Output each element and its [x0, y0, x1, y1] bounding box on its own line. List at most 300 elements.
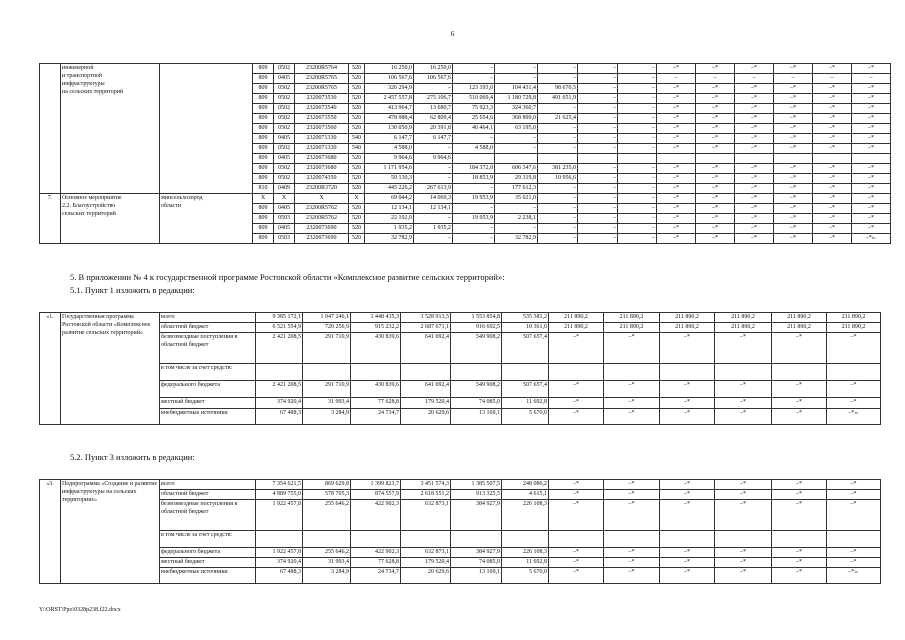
value-cell: –*	[813, 64, 852, 74]
value-cell: 211 890,2	[660, 313, 715, 323]
value-cell: 9 385 172,1	[256, 313, 303, 323]
value-cell: 24 734,7	[351, 409, 401, 425]
value-cell: –*	[852, 64, 891, 74]
value-cell: 184 372,0	[453, 164, 495, 174]
value-cell: –	[618, 174, 657, 184]
value-cell: –*	[813, 234, 852, 244]
value-cell	[578, 154, 618, 164]
value-cell: 6 147,7	[414, 134, 453, 144]
value-cell: –*	[604, 381, 660, 398]
value-cell: –*	[657, 214, 696, 224]
value-cell: –*	[852, 84, 891, 94]
value-cell: 384 927,9	[451, 548, 502, 558]
value-cell: 1 922 457,8	[256, 500, 303, 531]
value-cell: –*	[827, 558, 881, 568]
value-cell: –*	[774, 104, 813, 114]
value-cell: –	[538, 214, 578, 224]
value-cell: 3 284,9	[303, 409, 351, 425]
activity-name-line: инфраструктуры	[62, 81, 105, 87]
value-cell: 2 421 208,5	[256, 333, 303, 364]
value-cell	[256, 531, 303, 548]
code-cell: 0502	[274, 94, 295, 104]
value-cell: –	[618, 104, 657, 114]
value-cell: –	[578, 234, 618, 244]
value-cell: –	[578, 174, 618, 184]
value-cell: –*	[696, 144, 735, 154]
value-cell: 507 657,4	[502, 333, 549, 364]
value-cell: –*	[549, 500, 604, 531]
value-cell: –	[453, 134, 495, 144]
value-cell: –*	[852, 94, 891, 104]
value-cell: –*	[852, 194, 891, 204]
value-cell: 4 615,1	[502, 490, 549, 500]
value-cell: 20 629,6	[401, 409, 451, 425]
value-cell	[827, 531, 881, 548]
value-cell: –*	[660, 398, 715, 409]
value-cell: 720 256,9	[303, 323, 351, 333]
code-cell: 520	[349, 94, 365, 104]
value-cell: –	[538, 234, 578, 244]
value-cell	[351, 364, 401, 381]
table-row	[40, 381, 905, 398]
value-cell: –*	[774, 224, 813, 234]
value-cell: 2 687 671,1	[401, 323, 451, 333]
value-cell	[502, 364, 549, 381]
value-cell: 1 171 954,6	[365, 164, 414, 174]
value-cell: –*	[604, 558, 660, 568]
value-cell: 24 734,7	[351, 568, 401, 584]
value-cell: –	[578, 104, 618, 114]
value-cell: 3 528 913,5	[401, 313, 451, 323]
value-cell: 3 284,9	[303, 568, 351, 584]
value-cell: 226 108,3	[502, 548, 549, 558]
value-cell	[696, 154, 735, 164]
value-cell: –*	[657, 144, 696, 154]
value-cell	[715, 364, 772, 381]
code-cell: 2320073550	[295, 114, 349, 124]
value-cell: –*	[852, 204, 891, 214]
value-cell: 179 520,4	[401, 398, 451, 409]
funding-source-label: безвозмездные поступления в областной бюджет	[160, 500, 256, 531]
code-cell: 809	[253, 214, 274, 224]
value-cell: –	[538, 184, 578, 194]
value-cell: 510 069,4	[453, 94, 495, 104]
value-cell: –	[618, 84, 657, 94]
value-cell: –*	[660, 409, 715, 425]
funding-source-label: внебюджетные источники	[160, 568, 256, 584]
value-cell: –*	[657, 194, 696, 204]
value-cell: –*	[827, 480, 881, 490]
value-cell: 104 431,4	[495, 84, 538, 94]
value-cell: –*	[774, 84, 813, 94]
value-cell: –	[414, 164, 453, 174]
code-cell: 520	[349, 154, 365, 164]
value-cell: 211 890,2	[715, 313, 772, 323]
value-cell: 211 890,2	[549, 313, 604, 323]
value-cell: –	[495, 74, 538, 84]
value-cell: –*	[549, 558, 604, 568]
value-cell: –*	[852, 124, 891, 134]
value-cell	[453, 154, 495, 164]
value-cell: –*	[657, 224, 696, 234]
value-cell: –	[735, 74, 774, 84]
value-cell	[813, 154, 852, 164]
code-cell: 809	[253, 64, 274, 74]
code-cell: 0405	[274, 224, 295, 234]
value-cell: –	[495, 64, 538, 74]
code-cell: 0502	[274, 124, 295, 134]
value-cell: –*	[604, 480, 660, 490]
code-cell: 0502	[274, 114, 295, 124]
value-cell: –*	[715, 398, 772, 409]
value-cell: –*	[772, 398, 827, 409]
value-cell: 21 625,4	[538, 114, 578, 124]
code-cell: 809	[253, 204, 274, 214]
value-cell: –*	[813, 204, 852, 214]
value-cell: –*	[735, 224, 774, 234]
value-cell: 1 448 435,3	[351, 313, 401, 323]
value-cell: –*	[715, 333, 772, 364]
code-cell: 2320074350	[295, 174, 349, 184]
code-cell: 520	[349, 234, 365, 244]
value-cell: –*	[549, 333, 604, 364]
value-cell: –	[618, 64, 657, 74]
value-cell: 211 890,2	[827, 323, 881, 333]
funding-source-label: внебюджетные источники	[160, 409, 256, 425]
value-cell: 632 873,1	[401, 548, 451, 558]
activity-name-line: Основное мероприятие	[62, 195, 122, 201]
value-cell: 4 989 755,0	[256, 490, 303, 500]
value-cell	[401, 364, 451, 381]
value-cell: 77 628,8	[351, 558, 401, 568]
value-cell: –*	[772, 381, 827, 398]
paragraph-5-2: 5.2. Пункт 3 изложить в редакции:	[70, 452, 195, 462]
value-cell: –*	[735, 194, 774, 204]
value-cell	[715, 531, 772, 548]
value-cell: –	[414, 84, 453, 94]
value-cell: –*	[852, 224, 891, 234]
code-cell: 0405	[274, 134, 295, 144]
code-cell: 809	[253, 84, 274, 94]
value-cell: –*	[549, 409, 604, 425]
value-cell: –	[618, 134, 657, 144]
value-cell: 31 993,4	[303, 558, 351, 568]
code-cell: 2320071330	[295, 144, 349, 154]
value-cell: –	[618, 194, 657, 204]
code-cell: 520	[349, 84, 365, 94]
value-cell: –	[538, 64, 578, 74]
value-cell: –*	[696, 124, 735, 134]
value-cell: –*	[827, 548, 881, 558]
value-cell: –*	[827, 500, 881, 531]
value-cell: –*	[715, 490, 772, 500]
value-cell: –*	[549, 490, 604, 500]
value-cell: –*	[696, 64, 735, 74]
value-cell: –	[538, 74, 578, 84]
value-cell: –*	[774, 124, 813, 134]
value-cell: 69 044,2	[365, 194, 414, 204]
funding-source-label: всего	[160, 313, 256, 323]
table-row	[40, 568, 905, 584]
value-cell: –*	[604, 548, 660, 558]
value-cell	[604, 531, 660, 548]
value-cell: 368 899,0	[495, 114, 538, 124]
value-cell: –*	[813, 84, 852, 94]
code-cell: 0502	[274, 144, 295, 154]
value-cell: –	[618, 204, 657, 214]
value-cell: –*	[774, 204, 813, 214]
value-cell: –*	[827, 333, 881, 364]
value-cell: 384 927,9	[451, 500, 502, 531]
value-cell: –*	[774, 144, 813, 154]
value-cell: –*	[696, 224, 735, 234]
value-cell: –*	[657, 124, 696, 134]
value-cell: 248 086,2	[502, 480, 549, 490]
value-cell: –	[618, 74, 657, 84]
value-cell: 211 890,2	[549, 323, 604, 333]
value-cell	[827, 364, 881, 381]
code-cell: X	[274, 194, 295, 204]
code-cell: 520	[349, 64, 365, 74]
value-cell: –	[852, 74, 891, 84]
value-cell: –*	[772, 568, 827, 584]
code-cell: 520	[349, 214, 365, 224]
code-cell: 0502	[274, 164, 295, 174]
value-cell: –*	[774, 194, 813, 204]
value-cell: 211 890,2	[772, 313, 827, 323]
value-cell: 374 920,4	[256, 398, 303, 409]
activity-name-line: инженерной	[62, 65, 94, 71]
value-cell: –*	[774, 174, 813, 184]
value-cell: 535 381,2	[502, 313, 549, 323]
budget-table-continued	[39, 63, 891, 244]
value-cell: –*	[604, 333, 660, 364]
table-row	[40, 194, 891, 204]
value-cell: 12 134,1	[414, 204, 453, 214]
value-cell: –*	[813, 134, 852, 144]
value-cell: –*	[735, 144, 774, 154]
value-cell: 430 839,6	[351, 333, 401, 364]
code-cell: 520	[349, 224, 365, 234]
paragraph-5: 5. В приложении № 4 к государственной программе Ростовской области «Комплексное развитие сельских территорий»:	[70, 272, 505, 282]
value-cell	[549, 531, 604, 548]
value-cell: 869 629,8	[303, 480, 351, 490]
value-cell: –*	[735, 114, 774, 124]
value-cell: –*	[852, 214, 891, 224]
table-row	[40, 500, 905, 531]
funding-source-label: в том числе за счет средств:	[160, 364, 256, 381]
value-cell: –*	[657, 204, 696, 214]
value-cell: –*	[772, 480, 827, 490]
value-cell: –*	[772, 558, 827, 568]
funding-source-label: местный бюджет	[160, 398, 256, 409]
activity-name-line: на сельских территорий	[62, 89, 124, 95]
value-cell: 3 451 574,3	[401, 480, 451, 490]
value-cell	[451, 531, 502, 548]
value-cell: –*	[774, 234, 813, 244]
value-cell	[495, 154, 538, 164]
value-cell: –	[578, 124, 618, 134]
code-cell: 2320073680	[295, 154, 349, 164]
value-cell: –	[538, 224, 578, 234]
value-cell: 19 953,9	[453, 214, 495, 224]
value-cell: –*	[696, 234, 735, 244]
value-cell: 18 853,9	[453, 174, 495, 184]
value-cell: 211 890,2	[604, 323, 660, 333]
value-cell: –	[578, 144, 618, 154]
table-row	[40, 398, 905, 409]
value-cell	[351, 531, 401, 548]
value-cell: –	[578, 64, 618, 74]
value-cell: –*	[657, 174, 696, 184]
code-cell: X	[349, 194, 365, 204]
value-cell: 874 557,9	[351, 490, 401, 500]
value-cell: –*	[657, 234, 696, 244]
value-cell: –*	[715, 548, 772, 558]
value-cell: 22 192,0	[365, 214, 414, 224]
value-cell: –	[578, 134, 618, 144]
code-cell: 0409	[274, 184, 295, 194]
activity-name-cell	[61, 194, 160, 244]
value-cell: –*	[852, 164, 891, 174]
value-cell: –*	[696, 114, 735, 124]
value-cell: 5 670,0	[502, 568, 549, 584]
value-cell	[604, 364, 660, 381]
value-cell: –*	[813, 164, 852, 174]
value-cell: 13 169,1	[451, 409, 502, 425]
value-cell: 1 180 729,8	[495, 94, 538, 104]
value-cell: 326 294,9	[365, 84, 414, 94]
value-cell: –*	[604, 490, 660, 500]
code-cell: 809	[253, 234, 274, 244]
value-cell: 422 902,3	[351, 548, 401, 558]
value-cell: –*	[549, 568, 604, 584]
value-cell: –*	[774, 184, 813, 194]
code-cell: 23200R5762	[295, 214, 349, 224]
value-cell: 374 920,4	[256, 558, 303, 568]
value-cell: –*	[715, 409, 772, 425]
code-cell: 809	[253, 144, 274, 154]
value-cell: –*	[735, 84, 774, 94]
value-cell: –*	[774, 64, 813, 74]
code-cell: 2320073560	[295, 124, 349, 134]
value-cell: –*	[549, 480, 604, 490]
value-cell: –*	[660, 333, 715, 364]
value-cell: –	[538, 134, 578, 144]
value-cell	[735, 154, 774, 164]
value-cell: –	[538, 204, 578, 214]
code-cell: 2320073690	[295, 224, 349, 234]
value-cell: –*	[549, 548, 604, 558]
value-cell: –*	[715, 500, 772, 531]
value-cell: –*	[735, 104, 774, 114]
value-cell: –*	[852, 184, 891, 194]
value-cell: 20 391,8	[414, 124, 453, 134]
value-cell: 275 106,7	[414, 94, 453, 104]
value-cell: 255 646,2	[303, 548, 351, 558]
code-cell: 520	[349, 104, 365, 114]
activity-name-line: и транспортной	[62, 73, 103, 79]
value-cell: –	[453, 184, 495, 194]
value-cell: –*	[696, 214, 735, 224]
table-row	[40, 333, 905, 364]
value-cell: –*	[657, 134, 696, 144]
value-cell: 1 399 823,7	[351, 480, 401, 490]
value-cell: –	[813, 74, 852, 84]
value-cell: 1 385 507,5	[451, 480, 502, 490]
value-cell: 1 553 854,8	[451, 313, 502, 323]
value-cell	[657, 154, 696, 164]
value-cell: 915 232,2	[351, 323, 401, 333]
value-cell: –*	[813, 144, 852, 154]
value-cell: 7 354 621,5	[256, 480, 303, 490]
code-cell: 809	[253, 114, 274, 124]
value-cell	[774, 154, 813, 164]
value-cell: 29 319,8	[495, 174, 538, 184]
value-cell: –*	[827, 381, 881, 398]
value-cell: –*	[735, 124, 774, 134]
value-cell: 59 130,3	[365, 174, 414, 184]
value-cell: 67 488,3	[256, 568, 303, 584]
value-cell: –*	[657, 84, 696, 94]
value-cell: 2 238,1	[495, 214, 538, 224]
value-cell: 291 710,9	[303, 381, 351, 398]
value-cell: –	[538, 194, 578, 204]
value-cell: 106 567,6	[365, 74, 414, 84]
funding-source-label: федерального бюджета	[160, 381, 256, 398]
value-cell: –*	[696, 84, 735, 94]
value-cell: –	[578, 164, 618, 174]
value-cell: –	[618, 124, 657, 134]
value-cell: –*	[549, 381, 604, 398]
value-cell: –*».	[827, 568, 881, 584]
funding-source-label: в том числе за счет средств:	[160, 531, 256, 548]
value-cell: –	[538, 144, 578, 154]
value-cell: 11 692,8	[502, 398, 549, 409]
value-cell: –*	[735, 174, 774, 184]
executor-line: минсельхозпрод	[161, 195, 203, 201]
value-cell: –*	[735, 214, 774, 224]
value-cell: –	[414, 214, 453, 224]
value-cell: 2 457 557,8	[365, 94, 414, 104]
value-cell: –*	[660, 381, 715, 398]
code-cell: 0405	[274, 154, 295, 164]
value-cell: 32 782,9	[365, 234, 414, 244]
value-cell: 641 092,4	[401, 333, 451, 364]
table-row	[40, 490, 905, 500]
value-cell: 478 988,4	[365, 114, 414, 124]
value-cell: –	[578, 94, 618, 104]
value-cell: –	[414, 234, 453, 244]
code-cell: 520	[349, 124, 365, 134]
activity-name-line: сельских территорий	[62, 211, 116, 217]
value-cell: –	[578, 74, 618, 84]
executor-cell	[160, 194, 253, 244]
value-cell: 211 890,2	[827, 313, 881, 323]
value-cell: 10 956,6	[538, 174, 578, 184]
code-cell: 809	[253, 224, 274, 234]
value-cell: 67 488,3	[256, 409, 303, 425]
value-cell: –*	[696, 134, 735, 144]
value-cell: –*	[735, 184, 774, 194]
value-cell: 77 628,8	[351, 398, 401, 409]
value-cell: 14 069,3	[414, 194, 453, 204]
value-cell: –*	[735, 164, 774, 174]
value-cell: 13 169,1	[451, 568, 502, 584]
value-cell: –	[578, 214, 618, 224]
code-cell: X	[295, 194, 349, 204]
value-cell: –*	[852, 174, 891, 184]
